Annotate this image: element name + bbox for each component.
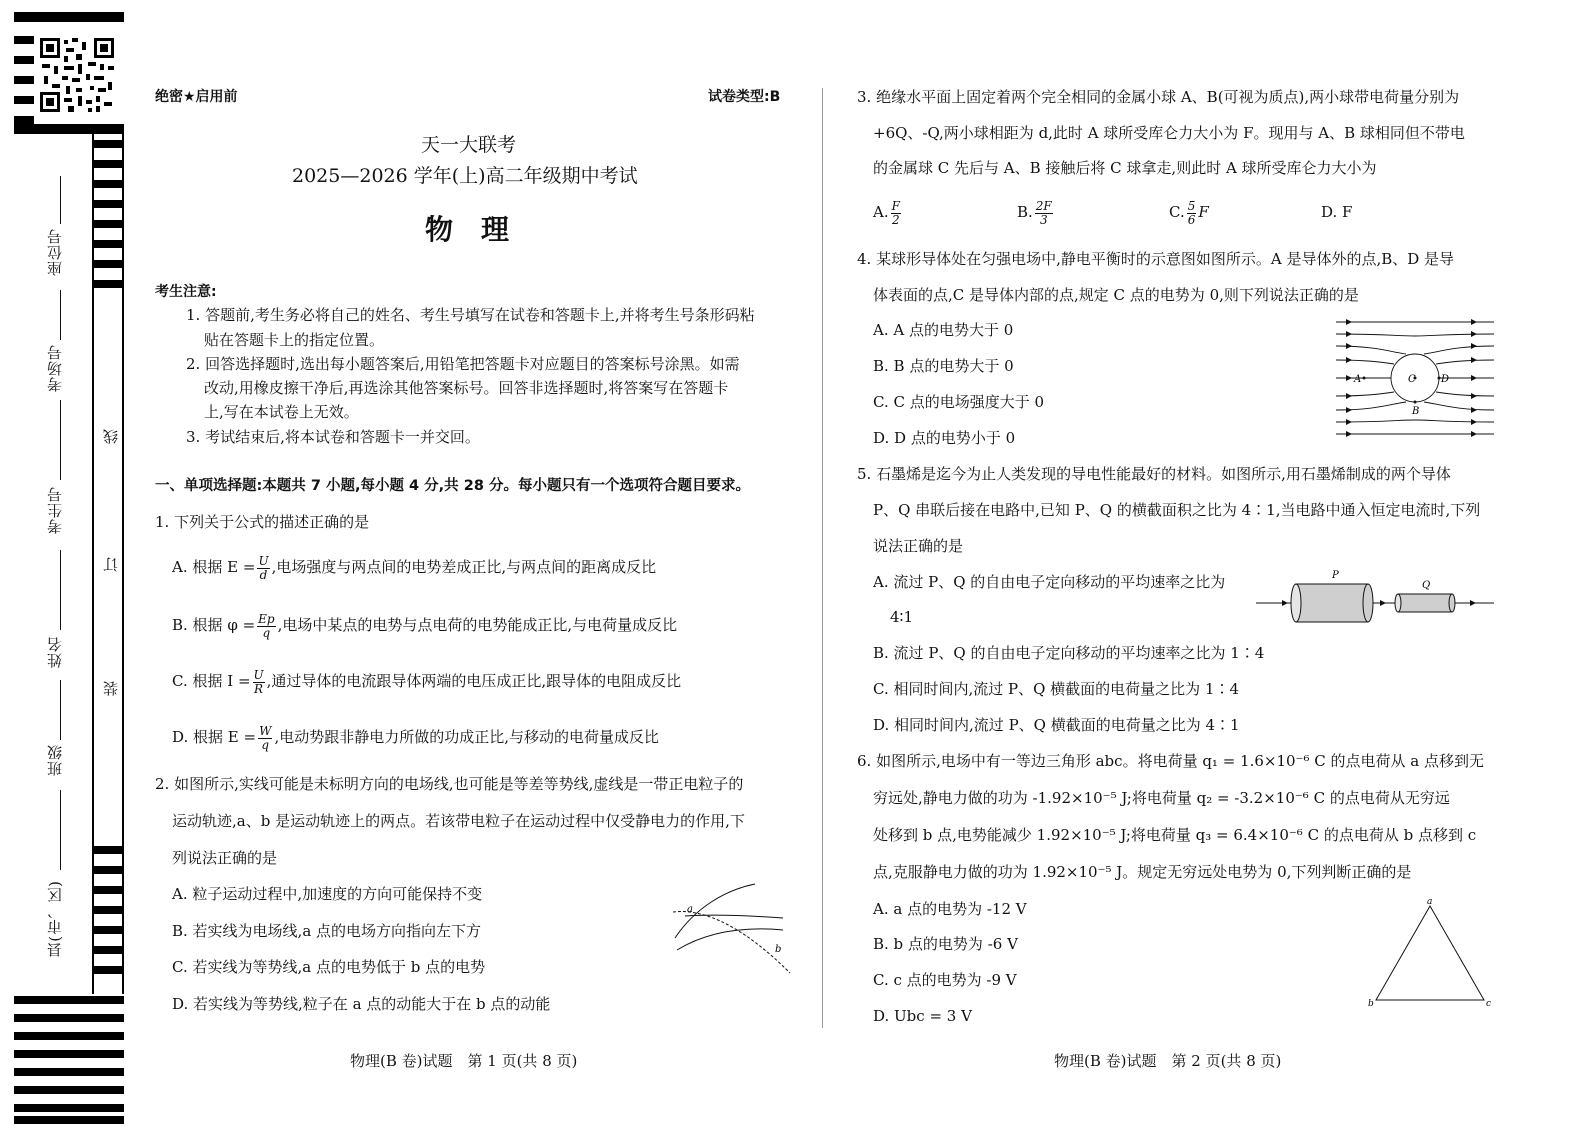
room-no-label: 考场号 <box>46 344 64 392</box>
q3-c-num: 5 <box>1187 198 1196 213</box>
binding-stripe <box>14 96 34 104</box>
q1-d-pre: D. 根据 E = <box>172 728 257 746</box>
q3-c-den: 6 <box>1187 212 1196 227</box>
q3-b-pre: B. <box>1017 203 1033 221</box>
q6-stem-line: 穷远处,静电力做的功为 -1.92×10⁻⁵ J;将电荷量 q₂ = -3.2×10⁻⁶ C 的点电荷从无穷远 <box>873 789 1450 807</box>
q1-b-den: q <box>262 625 271 640</box>
subject-title: 物 理 <box>425 213 510 246</box>
binding-stripe <box>94 946 122 954</box>
binding-stripe <box>14 1050 124 1058</box>
binding-stripe <box>14 1116 124 1124</box>
q1-d-num: W <box>259 723 272 738</box>
q2-fig-label-a: a <box>687 904 693 915</box>
q5-option-a: A. 流过 P、Q 的自由电子定向移动的平均速率之比为 <box>873 573 1226 591</box>
q6-fig-label-c: c <box>1486 999 1492 1008</box>
notice-item: 改动,用橡皮擦干净后,再选涂其他答案标号。回答非选择题时,将答案写在答题卡 <box>204 379 729 397</box>
q1-d-post: ,电动势跟非静电力所做的功成正比,与移动的电荷量成反比 <box>274 728 659 746</box>
q3-c-post: F <box>1198 203 1209 221</box>
q3-b-num: 2F <box>1035 198 1052 213</box>
q3-option-d: D. F <box>1321 203 1353 221</box>
notice-item: 3. 考试结束后,将本试卷和答题卡一并交回。 <box>186 428 480 446</box>
binding-stripe <box>14 1086 124 1094</box>
binding-mark-zhuang: 装 <box>102 680 120 696</box>
q3-b-fraction <box>1035 200 1053 227</box>
q6-option-b: B. b 点的电势为 -6 V <box>873 935 1018 953</box>
field-underline <box>60 176 61 224</box>
q5-option-d: D. 相同时间内,流过 P、Q 横截面的电荷量之比为 4∶1 <box>873 716 1240 734</box>
exam-title: 2025—2026 学年(上)高二年级期中考试 <box>292 165 638 187</box>
field-underline <box>60 550 61 630</box>
binding-stripe <box>94 966 122 974</box>
q1-c-den: R <box>254 681 264 696</box>
binding-stripe <box>14 76 34 84</box>
field-underline <box>60 680 61 740</box>
page-divider <box>822 88 823 1028</box>
field-underline <box>60 400 61 480</box>
binding-stripe <box>14 124 124 134</box>
q4-stem-line: 4. 某球形导体处在匀强电场中,静电平衡时的示意图如图所示。A 是导体外的点,B、D 是导 <box>857 250 1455 268</box>
q3-option-b <box>1017 194 1055 230</box>
q6-stem-line: 点,克服静电力做的功为 1.92×10⁻⁵ J。规定无穷远处电势为 0,下列判断正确的是 <box>873 863 1412 881</box>
q4-option-d: D. D 点的电势小于 0 <box>873 429 1016 447</box>
q2-fig-label-b: b <box>775 944 782 955</box>
q1-a-post: ,电场强度与两点间的电势差成正比,与两点间的距离成反比 <box>271 558 657 576</box>
q1-stem: 1. 下列关于公式的描述正确的是 <box>155 513 370 531</box>
binding-stripe <box>94 240 122 248</box>
q1-b-post: ,电场中某点的电势与点电荷的电势能成正比,与电荷量成反比 <box>277 616 678 634</box>
q1-c-pre: C. 根据 I = <box>172 672 251 690</box>
seat-no-label: 座位号 <box>46 228 64 276</box>
binding-stripe <box>94 886 122 894</box>
q4-stem-line: 体表面的点,C 是导体内部的点,规定 C 点的电势为 0,则下列说法正确的是 <box>873 286 1359 304</box>
q1-option-d <box>172 718 659 756</box>
binding-mark-xian: 线 <box>102 428 120 444</box>
q3-a-pre: A. <box>873 203 889 221</box>
q1-d-den: q <box>261 737 270 752</box>
q1-b-num: Ep <box>258 611 275 626</box>
binding-stripe <box>94 280 122 288</box>
binding-stripe <box>94 220 122 228</box>
q3-a-fraction <box>891 200 901 227</box>
qr-code-icon <box>38 36 116 114</box>
q4-fig-label-b: B <box>1412 406 1420 417</box>
q3-stem-line: 3. 绝缘水平面上固定着两个完全相同的金属小球 A、B(可视为质点),两小球带电荷量分别为 <box>857 88 1460 106</box>
q1-b-fraction <box>257 613 275 640</box>
q4-fig-label-a: A <box>1354 374 1362 385</box>
binding-stripe <box>14 996 124 1004</box>
q5-stem-line: P、Q 串联后接在电路中,已知 P、Q 的横截面积之比为 4∶1,当电路中通入恒定电流时,下列 <box>873 501 1481 519</box>
q5-option-a-cont: 4∶1 <box>890 608 913 626</box>
paper-type-label: 试卷类型:B <box>708 89 781 105</box>
field-underline <box>60 290 61 340</box>
q6-fig-label-b: b <box>1368 999 1374 1008</box>
q1-a-num: U <box>258 553 269 568</box>
q2-option-c: C. 若实线为等势线,a 点的电势低于 b 点的电势 <box>172 958 486 976</box>
county-label: 县(市、区) <box>46 880 64 958</box>
binding-stripe <box>94 846 122 854</box>
q2-stem-line: 2. 如图所示,实线可能是未标明方向的电场线,也可能是等差等势线,虚线是一带正电粒子的 <box>155 775 744 793</box>
binding-stripe <box>14 12 124 22</box>
binding-mark-ding: 订 <box>102 556 120 572</box>
notice-item: 1. 答题前,考生务必将自己的姓名、考生号填写在试卷和答题卡上,并将考生号条形码粘 <box>186 306 755 324</box>
q5-stem-line: 说法正确的是 <box>873 537 964 555</box>
q6-option-d: D. Ubc = 3 V <box>873 1007 972 1025</box>
q6-stem-line: 处移到 b 点,电势能减少 1.92×10⁻⁵ J;将电荷量 q₃ = 6.4×10⁻⁶ C 的点电荷从 b 点移到 c <box>873 826 1477 844</box>
q2-stem-line: 运动轨迹,a、b 是运动轨迹上的两点。若该带电粒子在运动过程中仅受静电力的作用,下 <box>172 812 745 830</box>
q4-option-b: B. B 点的电势大于 0 <box>873 357 1014 375</box>
q4-option-a: A. A 点的电势大于 0 <box>873 321 1014 339</box>
q2-option-b: B. 若实线为电场线,a 点的电场方向指向左下方 <box>172 922 482 940</box>
q6-option-a: A. a 点的电势为 -12 V <box>873 900 1027 918</box>
q2-field-line-figure <box>665 878 795 978</box>
q3-c-pre: C. <box>1169 203 1185 221</box>
binding-stripe <box>14 1068 124 1076</box>
org-title: 天一大联考 <box>421 134 517 156</box>
q6-stem-line: 6. 如图所示,电场中有一等边三角形 abc。将电荷量 q₁ = 1.6×10⁻⁶ C 的点电荷从 a 点移到无 <box>857 752 1484 770</box>
notice-title: 考生注意: <box>155 284 217 300</box>
q1-c-num: U <box>253 667 264 682</box>
q1-a-den: d <box>259 567 268 582</box>
binding-stripe <box>94 260 122 268</box>
binding-stripe <box>14 116 34 124</box>
q5-option-c: C. 相同时间内,流过 P、Q 横截面的电荷量之比为 1∶4 <box>873 680 1240 698</box>
binding-stripe <box>14 56 34 64</box>
binding-stripe <box>14 1104 124 1112</box>
q4-fig-label-c: C <box>1408 374 1416 385</box>
q1-a-fraction <box>257 555 269 582</box>
binding-stripe <box>14 1032 124 1040</box>
q2-option-a: A. 粒子运动过程中,加速度的方向可能保持不变 <box>172 885 483 903</box>
q3-a-den: 2 <box>891 212 900 227</box>
q1-c-fraction <box>253 669 265 696</box>
q2-option-d: D. 若实线为等势线,粒子在 a 点的动能大于在 b 点的动能 <box>172 995 551 1013</box>
q6-triangle-figure <box>1364 896 1494 1008</box>
q3-b-den: 3 <box>1039 212 1048 227</box>
q3-c-fraction <box>1187 200 1197 227</box>
q6-option-c: C. c 点的电势为 -9 V <box>873 971 1017 989</box>
q1-b-pre: B. 根据 φ = <box>172 616 256 634</box>
binding-stripe <box>94 180 122 188</box>
q5-conductor-figure <box>1256 566 1496 628</box>
binding-stripe <box>94 906 122 914</box>
page1-footer: 物理(B 卷)试题 第 1 页(共 8 页) <box>350 1052 578 1070</box>
q3-option-c <box>1169 194 1209 230</box>
q4-fig-label-d: D <box>1441 374 1450 385</box>
notice-item: 上,写在本试卷上无效。 <box>204 403 359 421</box>
binding-stripe <box>14 1014 124 1022</box>
q1-a-pre: A. 根据 E = <box>172 558 256 576</box>
name-label: 姓名 <box>46 636 64 668</box>
q1-d-fraction <box>258 725 272 752</box>
class-label: 班级 <box>46 744 64 776</box>
student-no-label: 考生号 <box>46 486 64 534</box>
notice-item: 2. 回答选择题时,选出每小题答案后,用铅笔把答题卡对应题目的答案标号涂黑。如需 <box>186 355 740 373</box>
q1-option-c <box>172 662 681 700</box>
binding-stripe <box>94 200 122 208</box>
q3-a-num: F <box>891 198 900 213</box>
page2-footer: 物理(B 卷)试题 第 2 页(共 8 页) <box>1054 1052 1282 1070</box>
q1-option-a <box>172 548 656 586</box>
q5-fig-label-p: P <box>1332 570 1339 581</box>
q4-conductor-figure <box>1336 316 1494 440</box>
binding-stripe <box>94 160 122 168</box>
q6-fig-label-a: a <box>1427 897 1433 907</box>
q5-stem-line: 5. 石墨烯是迄今为止人类发现的导电性能最好的材料。如图所示,用石墨烯制成的两个导体 <box>857 465 1451 483</box>
q3-stem-line: +6Q、-Q,两小球相距为 d,此时 A 球所受库仑力大小为 F。现用与 A、B 球相同但不带电 <box>873 124 1465 142</box>
binding-stripe <box>94 140 122 148</box>
q1-option-b <box>172 606 677 644</box>
q4-option-c: C. C 点的电场强度大于 0 <box>873 393 1045 411</box>
notice-item: 贴在答题卡上的指定位置。 <box>204 331 385 349</box>
binding-stripe <box>94 926 122 934</box>
field-underline <box>60 790 61 870</box>
binding-stripe <box>94 866 122 874</box>
secret-label: 绝密★启用前 <box>155 89 238 105</box>
q1-c-post: ,通过导体的电流跟导体两端的电压成正比,跟导体的电阻成反比 <box>266 672 682 690</box>
q3-option-a <box>873 194 903 230</box>
q3-stem-line: 的金属球 C 先后与 A、B 接触后将 C 球拿走,则此时 A 球所受库仑力大小为 <box>873 159 1377 177</box>
section-heading: 一、单项选择题:本题共 7 小题,每小题 4 分,共 28 分。每小题只有一个选项符合题目要求。 <box>155 478 750 494</box>
q5-fig-label-q: Q <box>1422 580 1431 591</box>
q5-option-b: B. 流过 P、Q 的自由电子定向移动的平均速率之比为 1∶4 <box>873 644 1265 662</box>
q2-stem-line: 列说法正确的是 <box>172 849 278 867</box>
binding-stripe <box>14 36 34 44</box>
